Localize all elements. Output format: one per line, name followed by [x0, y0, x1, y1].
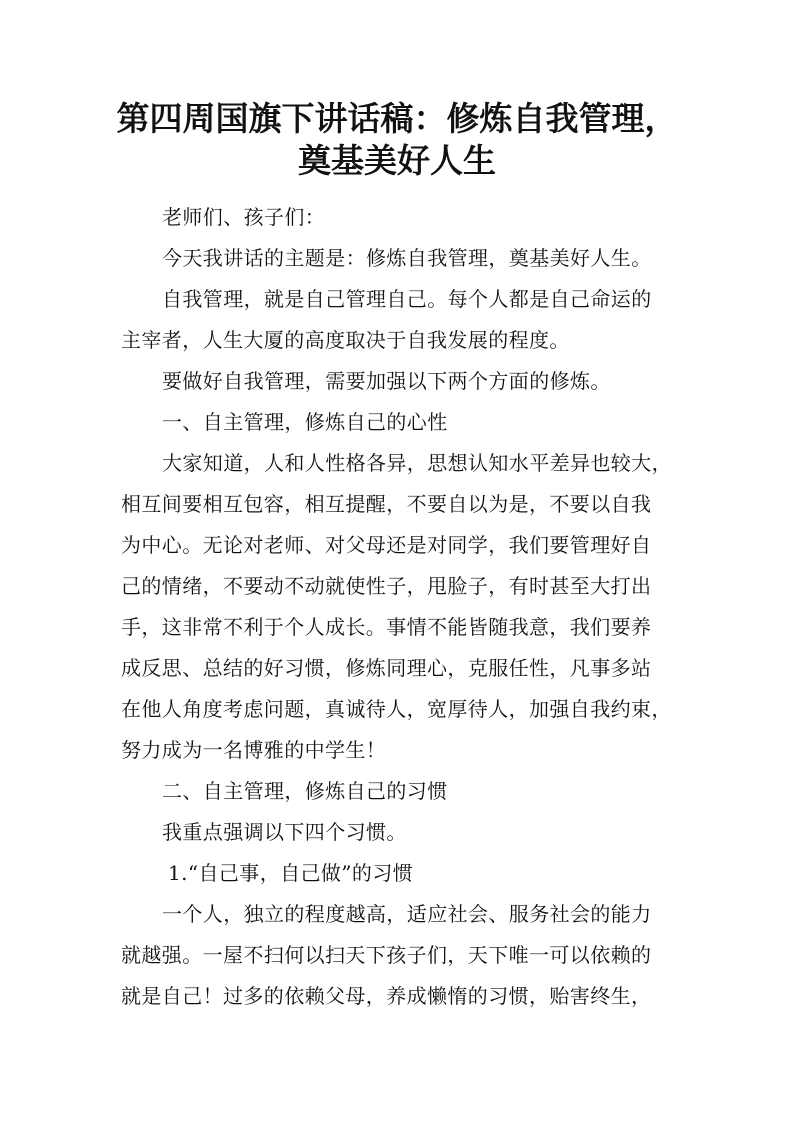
paragraph-line: 努力成为一名博雅的中学生！	[121, 738, 387, 762]
paragraph-line: 成反思、总结的好习惯，修炼同理心，克服任性，凡事多站	[121, 656, 652, 680]
paragraph-line: 就越强。一屋不扫何以扫天下孩子们，天下唯一可以依赖的	[121, 943, 652, 967]
paragraph-line: 自我管理，就是自己管理自己。每个人都是自己命运的	[162, 287, 652, 311]
paragraph-line: 为中心。无论对老师、对父母还是对同学，我们要管理好自	[121, 533, 652, 557]
paragraph-line: 今天我讲话的主题是：修炼自我管理，奠基美好人生。	[162, 246, 652, 270]
paragraph-line: 要做好自我管理，需要加强以下两个方面的修炼。	[162, 369, 611, 393]
paragraph-line: 一个人，独立的程度越高，适应社会、服务社会的能力	[162, 902, 652, 926]
section-heading-1: 一、自主管理，修炼自己的心性	[162, 410, 448, 434]
paragraph-line: 大家知道，人和人性格各异，思想认知水平差异也较大，	[162, 451, 672, 475]
paragraph-line: 相互间要相互包容，相互提醒，不要自以为是，不要以自我	[121, 492, 652, 516]
paragraph-line: 己的情绪，不要动不动就使性子，甩脸子，有时甚至大打出	[121, 574, 652, 598]
paragraph-line: 我重点强调以下四个习惯。	[162, 820, 407, 844]
section-heading-2: 二、自主管理，修炼自己的习惯	[162, 779, 448, 803]
paragraph-line: 在他人角度考虑问题，真诚待人，宽厚待人，加强自我约束，	[121, 697, 672, 721]
numbered-heading-1: 1.“自己事，自己做”的习惯	[168, 861, 414, 885]
document-title-line-1: 第四周国旗下讲话稿：修炼自我管理，	[116, 99, 678, 138]
paragraph-line: 老师们、孩子们：	[162, 205, 326, 229]
paragraph-line: 主宰者，人生大厦的高度取决于自我发展的程度。	[121, 328, 570, 352]
document-title-line-2: 奠基美好人生	[298, 141, 496, 180]
paragraph-line: 手，这非常不利于个人成长。事情不能皆随我意，我们要养	[121, 615, 652, 639]
document-body	[121, 197, 681, 1017]
paragraph-line: 就是自己！过多的依赖父母，养成懒惰的习惯，贻害终生，	[121, 984, 652, 1008]
